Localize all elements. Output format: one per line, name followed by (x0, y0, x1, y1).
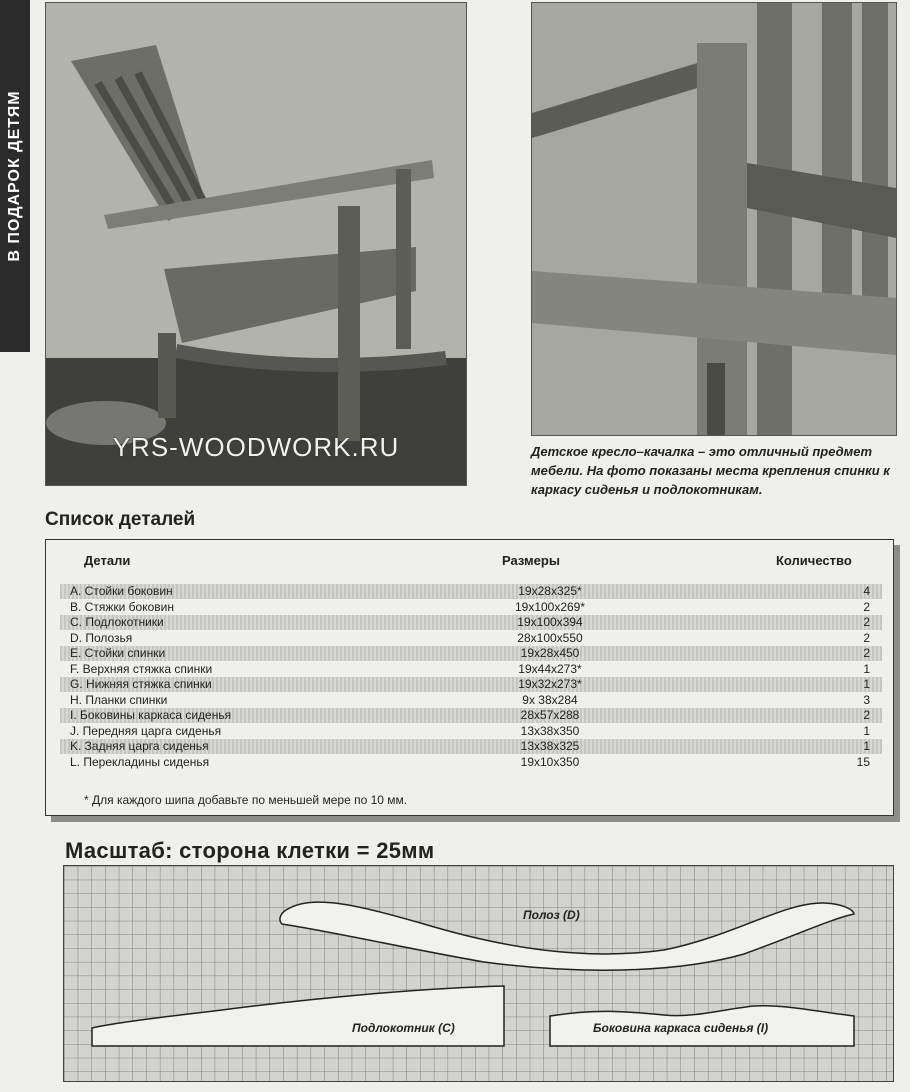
part-qty: 2 (863, 630, 870, 645)
part-size: 19x28x450 (520, 646, 580, 660)
table-row (60, 755, 882, 770)
part-qty: 15 (856, 754, 870, 769)
table-row (60, 646, 882, 661)
part-size: 19x28x325* (518, 584, 582, 598)
part-name: I. Боковины каркаса сиденья (70, 708, 232, 722)
part-name: B. Стяжки боковин (70, 599, 174, 614)
column-header-size: Размеры (502, 553, 560, 568)
table-row (60, 693, 882, 708)
part-name: A. Стойки боковин (70, 584, 173, 598)
parts-list-title: Список деталей (45, 509, 196, 530)
pattern-grid (63, 865, 894, 1082)
table-row (60, 708, 882, 723)
seat-side-label: Боковина каркаса сиденья (I) (593, 1021, 769, 1035)
part-qty: 3 (863, 692, 870, 707)
parts-footnote: * Для каждого шипа добавьте по меньшей мере по 10 мм. (84, 793, 408, 807)
part-size: 9x 38x284 (522, 692, 578, 707)
part-qty: 2 (863, 599, 870, 614)
detail-photo (531, 2, 897, 436)
part-name: E. Стойки спинки (70, 646, 166, 660)
joint-detail-illustration (532, 3, 896, 435)
part-name: F. Верхняя стяжка спинки (70, 661, 213, 676)
part-qty: 4 (863, 584, 870, 598)
chair-photo (45, 2, 467, 486)
part-size: 28x57x288 (520, 708, 580, 722)
part-qty: 1 (863, 739, 870, 753)
table-row (60, 615, 882, 630)
part-qty: 1 (863, 661, 870, 676)
column-header-name: Детали (84, 553, 131, 568)
armrest-label: Подлокотник (C) (352, 1021, 455, 1035)
part-size: 19x100x269* (514, 599, 586, 614)
table-row (60, 677, 882, 692)
part-name: C. Подлокотники (70, 615, 164, 629)
section-tab (0, 0, 30, 352)
table-row (60, 584, 882, 599)
part-qty: 2 (863, 646, 870, 660)
part-size: 19x44x273* (518, 661, 582, 676)
part-size: 19x100x394 (517, 615, 583, 629)
part-name: H. Планки спинки (70, 692, 168, 707)
part-name: G. Нижняя стяжка спинки (70, 677, 212, 691)
scale-title: Масштаб: сторона клетки = 25мм (65, 838, 435, 863)
runner-label: Полоз (D) (523, 908, 580, 922)
part-qty: 1 (863, 723, 870, 738)
part-name: L. Перекладины сиденья (70, 754, 210, 769)
parts-table (45, 539, 894, 816)
part-size: 13x38x325 (520, 739, 580, 753)
part-qty: 2 (863, 708, 870, 722)
table-row (60, 662, 882, 677)
photo-caption: Детское кресло–качалка – это отличный предмет мебели. На фото показаны места крепления спинки к каркасу сиденья и подлокотникам. (531, 444, 890, 497)
table-row (60, 631, 882, 646)
section-tab-label: В ПОДАРОК ДЕТЯМ (6, 90, 23, 262)
column-header-qty: Количество (776, 553, 852, 568)
table-row (60, 724, 882, 739)
part-size: 19x10x350 (520, 754, 580, 769)
part-size: 13x38x350 (520, 723, 580, 738)
part-name: D. Полозья (70, 630, 133, 645)
rocking-chair-illustration (46, 3, 466, 485)
part-size: 19x32x273* (518, 677, 582, 691)
part-qty: 2 (863, 615, 870, 629)
part-name: K. Задняя царга сиденья (70, 739, 209, 753)
table-row (60, 600, 882, 615)
table-row (60, 739, 882, 754)
part-size: 28x100x550 (517, 630, 583, 645)
watermark: YRS-WOODWORK.RU (112, 432, 400, 462)
part-qty: 1 (863, 677, 870, 691)
part-name: J. Передняя царга сиденья (70, 723, 222, 738)
